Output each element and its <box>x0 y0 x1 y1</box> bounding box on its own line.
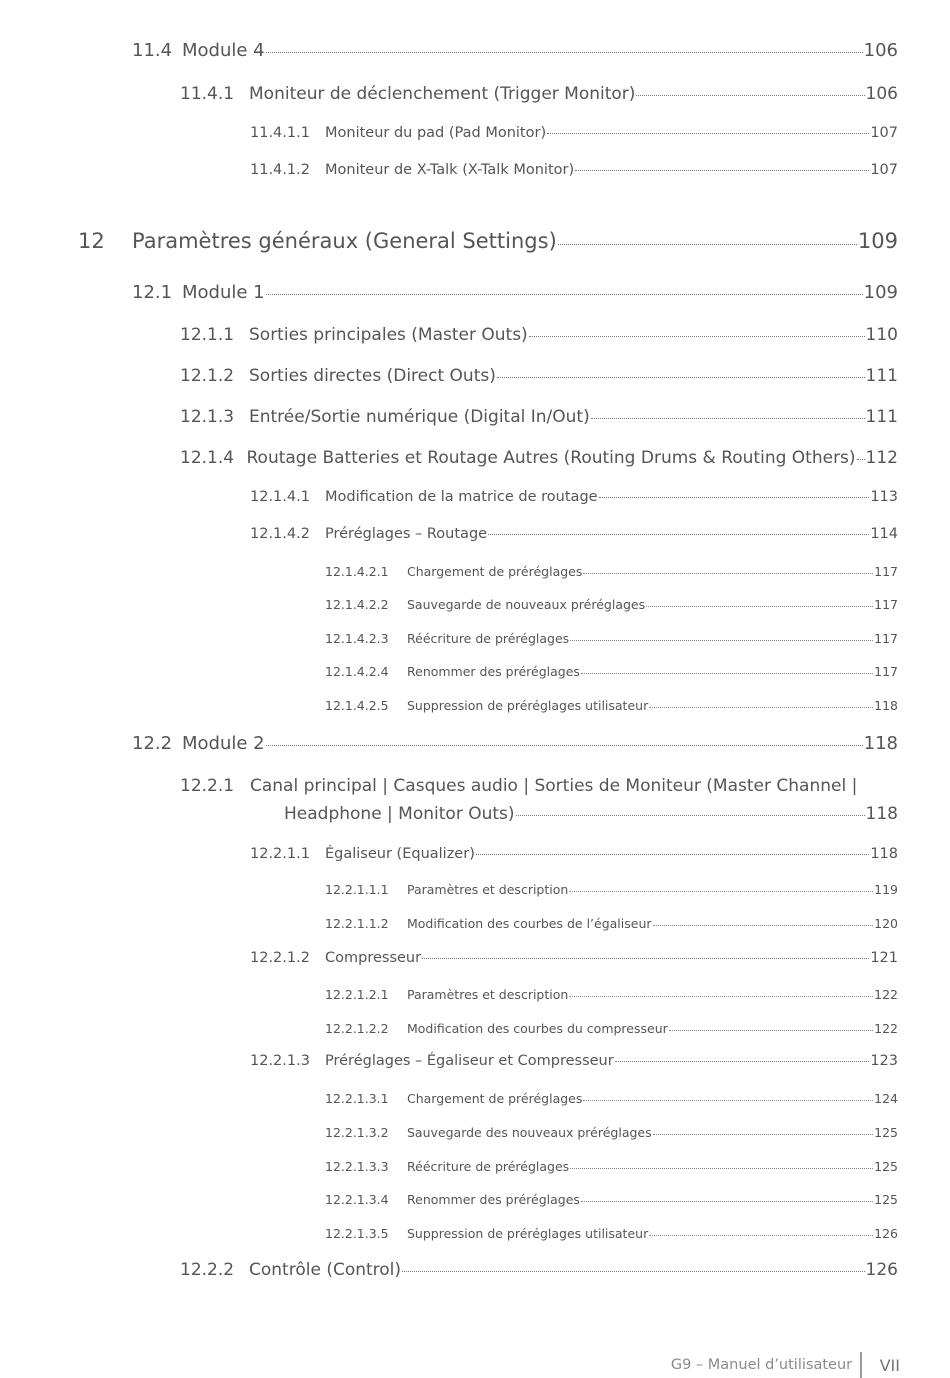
dot-leader <box>591 418 865 419</box>
entry-title: Sauvegarde des nouveaux préréglages <box>407 1125 652 1140</box>
dot-leader <box>547 133 869 134</box>
entry-page-number: 118 <box>874 698 898 713</box>
entry-title: Renommer des préréglages <box>407 1192 580 1207</box>
entry-number: 11.4 <box>132 40 173 61</box>
entry-number: 12.1.4.2.2 <box>325 597 389 612</box>
entry-number: 12.2.2 <box>180 1260 235 1280</box>
toc-entry[interactable] <box>250 125 898 141</box>
dot-leader <box>476 854 869 855</box>
entry-title: Routage Batteries et Routage Autres (Routing Drums & Routing Others) <box>246 448 856 468</box>
entry-page-number: 124 <box>874 1091 898 1106</box>
footer-divider <box>860 1352 862 1378</box>
entry-number: 12.2.1.2 <box>250 950 310 966</box>
entry-title: Préréglages – Égaliseur et Compresseur <box>325 1053 614 1069</box>
entry-number: 12.1.4.2 <box>250 526 310 542</box>
entry-title: Paramètres et description <box>407 882 569 897</box>
toc-entry[interactable] <box>132 40 898 61</box>
entry-page-number: 113 <box>870 489 898 505</box>
dot-leader <box>646 606 873 607</box>
entry-page-number: 111 <box>865 366 898 386</box>
entry-number: 12.1.2 <box>180 366 235 386</box>
entry-number: 12.2.1.3.2 <box>325 1125 389 1140</box>
entry-number: 12.2.1.2.1 <box>325 987 389 1002</box>
dot-leader <box>569 996 873 997</box>
toc-entry[interactable] <box>250 950 898 966</box>
entry-title: Headphone | Monitor Outs) <box>284 804 515 824</box>
toc-entry[interactable] <box>325 664 898 679</box>
toc-entry[interactable] <box>250 846 898 862</box>
entry-title: Paramètres et description <box>407 987 569 1002</box>
toc-entry[interactable] <box>325 1125 898 1140</box>
dot-leader <box>575 170 869 171</box>
entry-number: 12.2.1.3.5 <box>325 1226 389 1241</box>
toc-entry[interactable] <box>78 229 898 253</box>
entry-title: Module 1 <box>182 282 265 303</box>
dot-leader <box>497 377 865 378</box>
dot-leader <box>266 294 863 295</box>
toc-entry[interactable] <box>325 987 898 1002</box>
entry-title: Suppression de préréglages utilisateur <box>407 1226 649 1241</box>
entry-number: 12.2.1.2.2 <box>325 1021 389 1036</box>
toc-entry-12-2-1-first-line[interactable]: 12.2.1 Canal principal | Casques audio | Sorties de Moniteur (Master Channel | <box>180 776 858 796</box>
page-footer <box>671 1352 900 1378</box>
entry-page-number: 126 <box>874 1226 898 1241</box>
entry-number: 12.2.1.1 <box>250 846 310 862</box>
entry-title: Moniteur de déclenchement (Trigger Monitor) <box>249 84 636 104</box>
manual-title: G9 – Manuel d’utilisateur <box>670 1357 853 1373</box>
toc-entry[interactable] <box>132 282 898 303</box>
entry-page-number: 109 <box>863 282 898 303</box>
dot-leader <box>266 745 863 746</box>
entry-title: Chargement de préréglages <box>407 564 583 579</box>
entry-page-number: 117 <box>874 664 898 679</box>
dot-leader <box>583 573 873 574</box>
entry-number: 12.2.1.1.1 <box>325 882 389 897</box>
toc-entry[interactable] <box>325 631 898 646</box>
toc-entry[interactable] <box>132 733 898 754</box>
dot-leader <box>422 958 869 959</box>
dot-leader <box>669 1030 873 1031</box>
toc-entry[interactable] <box>325 916 898 931</box>
dot-leader <box>581 673 873 674</box>
entry-title: Paramètres généraux (General Settings) <box>132 229 557 253</box>
toc-entry[interactable] <box>180 407 898 427</box>
entry-title: Chargement de préréglages <box>407 1091 583 1106</box>
entry-number: 12.1 <box>132 282 173 303</box>
entry-number: 12.1.4.2.5 <box>325 698 389 713</box>
entry-page-number: 118 <box>865 804 898 824</box>
page-number: VII <box>879 1355 900 1375</box>
entry-page-number: 126 <box>865 1260 898 1280</box>
entry-number: 12.2.1.3 <box>250 1053 310 1069</box>
entry-number: 12.1.3 <box>180 407 235 427</box>
entry-page-number: 114 <box>870 526 898 542</box>
toc-entry[interactable] <box>325 597 898 612</box>
entry-title: Moniteur du pad (Pad Monitor) <box>325 125 547 141</box>
dot-leader <box>529 336 865 337</box>
entry-page-number: 107 <box>870 162 898 178</box>
entry-page-number: 118 <box>863 733 898 754</box>
entry-number: 12.1.4.2.1 <box>325 564 389 579</box>
entry-page-number: 125 <box>874 1159 898 1174</box>
toc-entry[interactable] <box>325 1192 898 1207</box>
toc-entry[interactable] <box>284 804 898 824</box>
entry-page-number: 123 <box>870 1053 898 1069</box>
entry-title: Renommer des préréglages <box>407 664 580 679</box>
entry-number: 12.2.1.3.4 <box>325 1192 389 1207</box>
toc-entry[interactable] <box>180 1260 898 1280</box>
entry-page-number: 121 <box>870 950 898 966</box>
entry-number: 12.1.4 <box>180 448 235 468</box>
entry-page-number: 107 <box>870 125 898 141</box>
entry-title: Préréglages – Routage <box>325 526 488 542</box>
toc-entry[interactable] <box>325 564 898 579</box>
toc-entry[interactable] <box>250 162 898 178</box>
dot-leader <box>599 497 870 498</box>
dot-leader <box>649 707 873 708</box>
entry-page-number: 125 <box>874 1125 898 1140</box>
entry-page-number: 122 <box>874 1021 898 1036</box>
entry-title: Sorties directes (Direct Outs) <box>249 366 496 386</box>
entry-page-number: 106 <box>863 40 898 61</box>
entry-page-number: 111 <box>865 407 898 427</box>
entry-number: 12.1.1 <box>180 325 235 345</box>
entry-number: 12.2.1.3.3 <box>325 1159 389 1174</box>
entry-page-number: 106 <box>865 84 898 104</box>
dot-leader <box>649 1235 873 1236</box>
entry-title: Modification des courbes du compresseur <box>407 1021 668 1036</box>
toc-entry[interactable] <box>180 325 898 345</box>
toc-entry[interactable] <box>180 84 898 104</box>
dot-leader <box>570 1168 873 1169</box>
toc-entry[interactable] <box>250 1053 898 1069</box>
entry-title: Entrée/Sortie numérique (Digital In/Out) <box>249 407 590 427</box>
dot-leader <box>581 1201 873 1202</box>
entry-title: Réécriture de préréglages <box>407 1159 570 1174</box>
dot-leader <box>636 95 864 96</box>
dot-leader <box>266 52 863 53</box>
entry-page-number: 117 <box>874 597 898 612</box>
entry-title: Contrôle (Control) <box>249 1260 402 1280</box>
entry-number: 12.2 <box>132 733 173 754</box>
dot-leader <box>516 815 865 816</box>
dot-leader <box>653 925 874 926</box>
entry-number: 12.2.1.1.2 <box>325 916 389 931</box>
dot-leader <box>488 534 869 535</box>
entry-number: 12.2.1.3.1 <box>325 1091 389 1106</box>
dot-leader <box>402 1271 865 1272</box>
dot-leader <box>570 640 873 641</box>
toc-entry[interactable] <box>250 489 898 505</box>
entry-title: Compresseur <box>325 950 422 966</box>
toc-entry[interactable] <box>325 882 898 897</box>
entry-page-number: 109 <box>857 229 898 253</box>
entry-page-number: 119 <box>874 882 898 897</box>
entry-page-number: 122 <box>874 987 898 1002</box>
entry-page-number: 120 <box>874 916 898 931</box>
entry-number: 12 <box>78 229 105 253</box>
dot-leader <box>857 459 865 460</box>
entry-page-number: 110 <box>865 325 898 345</box>
toc-entry[interactable] <box>180 366 898 386</box>
toc-entry[interactable] <box>325 698 898 713</box>
entry-title: Égaliseur (Equalizer) <box>325 846 475 862</box>
dot-leader <box>558 244 857 245</box>
toc-entry[interactable] <box>325 1159 898 1174</box>
entry-number: 12.1.4.2.4 <box>325 664 389 679</box>
entry-title: Module 4 <box>182 40 265 61</box>
entry-title: Sorties principales (Master Outs) <box>249 325 528 345</box>
entry-title: Sauvegarde de nouveaux préréglages <box>407 597 646 612</box>
entry-title: Suppression de préréglages utilisateur <box>407 698 649 713</box>
entry-number: 11.4.1.2 <box>250 162 310 178</box>
entry-page-number: 112 <box>865 448 898 468</box>
entry-page-number: 125 <box>874 1192 898 1207</box>
entry-number: 12.1.4.2.3 <box>325 631 389 646</box>
entry-number: 12.2.1 <box>180 776 235 796</box>
toc-entry[interactable] <box>325 1091 898 1106</box>
entry-title: Moniteur de X-Talk (X-Talk Monitor) <box>325 162 575 178</box>
toc-entry[interactable] <box>250 526 898 542</box>
dot-leader <box>615 1061 870 1062</box>
entry-title: Modification des courbes de l’égaliseur <box>407 916 652 931</box>
dot-leader <box>569 891 873 892</box>
entry-title: Réécriture de préréglages <box>407 631 570 646</box>
entry-number: 12.1.4.1 <box>250 489 310 505</box>
entry-number: 11.4.1.1 <box>250 125 310 141</box>
entry-title: Module 2 <box>182 733 265 754</box>
dot-leader <box>583 1100 873 1101</box>
toc-entry[interactable] <box>325 1226 898 1241</box>
entry-title: Modification de la matrice de routage <box>325 489 598 505</box>
entry-number: 11.4.1 <box>180 84 235 104</box>
entry-page-number: 118 <box>870 846 898 862</box>
entry-page-number: 117 <box>874 631 898 646</box>
toc-entry[interactable] <box>325 1021 898 1036</box>
toc-entry[interactable] <box>180 448 898 468</box>
dot-leader <box>653 1134 874 1135</box>
entry-page-number: 117 <box>874 564 898 579</box>
